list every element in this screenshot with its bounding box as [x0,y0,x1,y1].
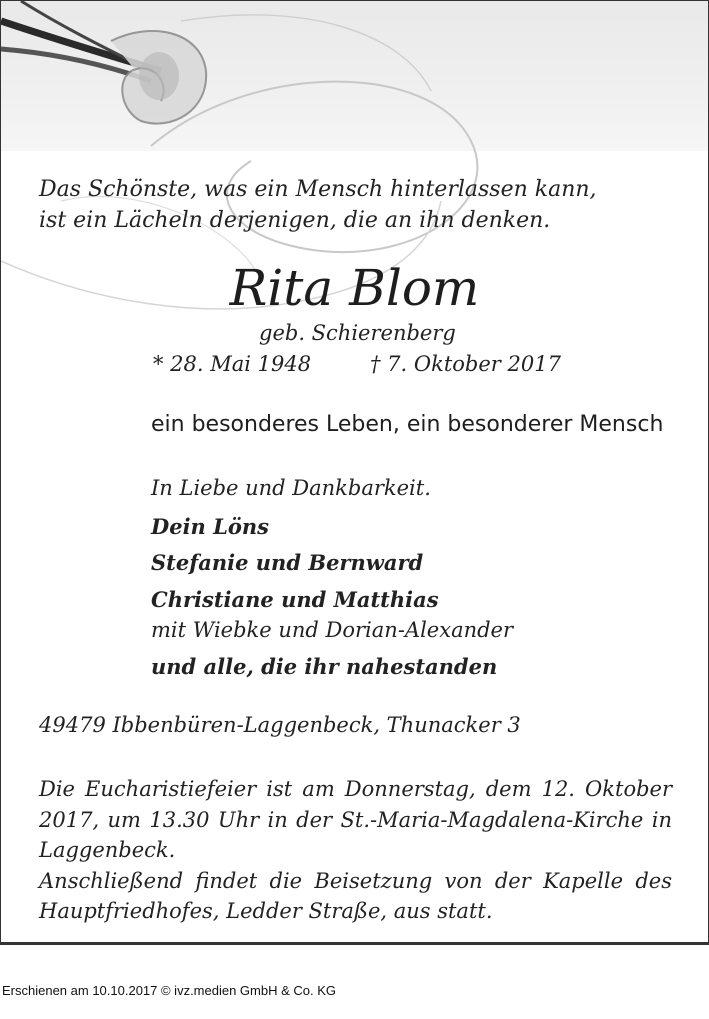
mourner-name: Stefanie und Bernward [151,550,424,575]
service-announcement [39,774,672,927]
mourner-subline: mit Wiebke und Dorian-Alexander [151,618,514,642]
mourner-name: Christiane und Matthias [151,587,439,612]
mourner-name: Dein Löns [151,514,269,539]
quote-line-1: Das Schönste, was ein Mensch hinterlassen kann, [39,177,597,202]
deceased-name: Rita Blom [229,259,480,317]
publication-footer: Erschienen am 10.10.2017 © ivz.medien GmbH & Co. KG [2,983,337,998]
mourner-name: und alle, die ihr nahestanden [151,654,498,679]
service-line: Hauptfriedhofes, Ledder Straße, aus statt. [39,899,493,923]
service-line: Laggenbeck. [39,838,176,862]
mourners-intro: In Liebe und Dankbarkeit. [151,476,431,500]
birth-date: * 28. Mai 1948 [153,352,312,376]
maiden-name: geb. Schierenberg [259,321,456,345]
service-line: Anschließend findet die Beisetzung von der Kapelle des [39,868,672,893]
quote-line-2: ist ein Lächeln derjenigen, die an ihn denken. [39,208,551,233]
motto: ein besonderes Leben, ein besonderer Mensch [151,412,664,437]
service-line: Die Eucharistiefeier ist am Donnerstag, dem 12. Oktober [39,777,672,801]
death-date: † 7. Oktober 2017 [370,352,561,376]
address: 49479 Ibbenbüren-Laggenbeck, Thunacker 3 [39,713,521,737]
service-line: 2017, um 13.30 Uhr in der St.-Maria-Magdalena-Kirche in [39,807,672,832]
